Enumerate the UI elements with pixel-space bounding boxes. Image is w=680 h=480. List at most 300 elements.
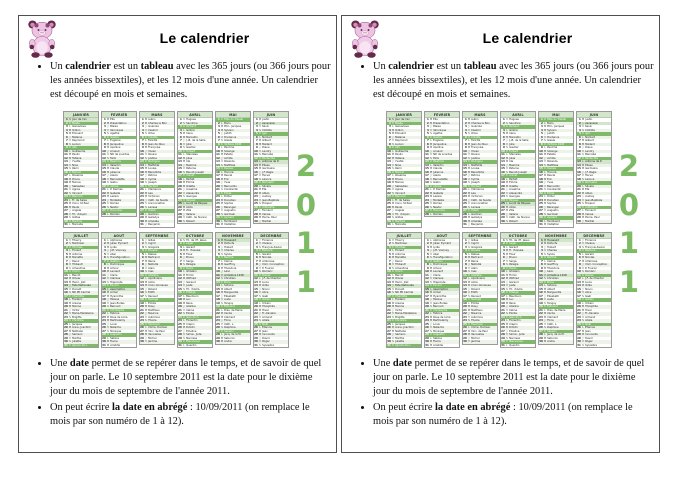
weekday-letter: D — [429, 333, 432, 336]
day-number: 24 — [254, 319, 258, 322]
weekday-letter: V — [69, 188, 71, 191]
month-header: MAI — [539, 112, 573, 118]
day-number: 16 — [102, 170, 106, 174]
weekday-letter: D — [106, 135, 109, 139]
day-number: 8 — [103, 263, 106, 266]
weekday-letter: J — [221, 245, 223, 249]
weekday-letter: L — [544, 284, 546, 287]
saint-name: Brigitte — [72, 315, 82, 319]
day-number: 26 — [254, 205, 258, 209]
weekday-letter: S — [430, 256, 432, 259]
weekday-letter: V — [145, 177, 147, 181]
weekday-letter: S — [468, 294, 470, 298]
weekday-letter: M — [581, 333, 585, 336]
day-number: 12 — [539, 277, 543, 280]
saint-name: Irène — [186, 132, 193, 135]
saint-name: Émeline — [509, 329, 520, 333]
text: : 10/09/2011 (on remplace le mois par son numéro de 1 à 12). — [50, 402, 310, 427]
day-row — [425, 213, 459, 217]
saint-name: Guénolé — [471, 125, 482, 128]
weekday-letter: M — [220, 266, 224, 270]
saint-name: Kévin — [262, 125, 270, 128]
weekday-letter: J — [183, 188, 185, 191]
weekday-letter: D — [182, 174, 185, 177]
day-number: 26 — [216, 205, 220, 209]
saint-name: Alix — [395, 146, 400, 149]
saint-name: Angèle — [72, 209, 82, 212]
month-column — [500, 111, 536, 224]
day-number: 27 — [425, 209, 429, 212]
weekday-letter: V — [392, 188, 394, 191]
weekday-letter: L — [392, 125, 394, 128]
weekday-letter: D — [543, 216, 546, 219]
weekday-letter: M — [391, 277, 395, 280]
saint-name: Anne, Joachim — [72, 326, 91, 329]
weekday-letter: M — [258, 333, 262, 336]
weekday-letter: V — [259, 291, 261, 294]
weekday-letter: M — [391, 156, 395, 160]
weekday-letter: D — [543, 191, 546, 195]
day-number: 13 — [501, 160, 505, 163]
day-number: 24 — [387, 319, 391, 322]
weekday-letter: D — [106, 209, 109, 212]
saint-name: Prisca — [395, 177, 403, 181]
weekday-letter: M — [106, 242, 110, 245]
saint-name: Modeste — [433, 198, 445, 202]
weekday-letter: S — [392, 118, 394, 121]
day-number: 27 — [501, 329, 505, 333]
saint-name: Rodrigue — [148, 160, 160, 163]
day-number: 24 — [501, 319, 505, 322]
day-number: 14 — [102, 163, 106, 167]
weekday-letter: M — [68, 202, 72, 205]
weekday-letter: S — [107, 305, 109, 308]
weekday-letter: L — [107, 139, 109, 142]
saint-name: Ingrid — [148, 242, 156, 245]
saint-name: Rose de Lima — [433, 315, 451, 319]
saint-name: Transfiguration — [433, 256, 453, 259]
saint-name: Fulbert — [509, 149, 519, 153]
weekday-letter: V — [221, 184, 223, 188]
day-number: 21 — [140, 188, 144, 191]
weekday-letter: J — [506, 188, 508, 191]
day-number: 21 — [501, 308, 505, 312]
weekday-letter: V — [582, 125, 584, 128]
day-number: 6 — [540, 135, 543, 139]
weekday-letter: M — [144, 305, 148, 308]
saint-name: Émilie — [148, 301, 157, 305]
day-number: 30 — [387, 340, 391, 343]
day-number: 17 — [539, 174, 543, 177]
saint-name: Ghislain — [509, 270, 520, 273]
weekday-letter: S — [544, 252, 546, 256]
saint-name: Tanguy — [547, 301, 557, 305]
saint-name: Émile — [224, 191, 232, 195]
day-number: 3 — [426, 245, 429, 249]
weekday-letter: L — [392, 322, 394, 326]
weekday-letter: V — [107, 277, 109, 280]
weekday-letter: J — [183, 163, 185, 167]
weekday-letter: M — [543, 128, 547, 132]
saint-name: Bernard — [110, 305, 121, 308]
day-number: 10 — [254, 270, 258, 273]
day-number: 24 — [577, 319, 581, 322]
day-row — [102, 213, 136, 217]
day-number: 30 — [254, 219, 258, 223]
day-number: 10 — [501, 149, 505, 153]
saint-name: Augustin — [110, 333, 122, 336]
saint-name: Davy — [148, 305, 155, 308]
saint-name: Norbert — [262, 135, 272, 139]
saint-name: Imm. Conception — [585, 263, 608, 266]
weekday-letter: V — [145, 340, 147, 343]
weekday-letter: J — [544, 156, 546, 160]
weekday-letter: J — [582, 287, 584, 291]
day-number: 9 — [179, 146, 182, 149]
weekday-letter: M — [467, 305, 471, 308]
day-number: 26 — [64, 205, 68, 209]
day-number: 16 — [577, 291, 581, 294]
weekday-letter: V — [544, 135, 546, 139]
saint-name: Alban — [585, 191, 593, 195]
month-header: JUIN — [577, 112, 611, 118]
saint-name: Benoît-Joseph — [509, 170, 528, 174]
weekday-letter: S — [392, 291, 394, 294]
day-number: 11 — [64, 153, 68, 156]
day-number: 28 — [140, 212, 144, 216]
saint-name: Lundi de Pâques — [509, 202, 531, 205]
saint-name: P. Damien — [110, 188, 123, 191]
month-header: FEVRIER — [425, 112, 459, 118]
saint-name: Urbain — [585, 301, 594, 305]
saint-name: Didier — [547, 195, 555, 198]
weekday-letter: V — [259, 125, 261, 128]
saint-name: Aymard — [547, 216, 557, 219]
day-number: 3 — [388, 245, 391, 249]
saint-name: Nina — [395, 163, 401, 167]
weekday-letter: S — [183, 238, 185, 242]
weekday-letter: D — [182, 315, 185, 319]
weekday-letter: S — [259, 270, 261, 273]
day-number: 23 — [216, 195, 220, 198]
saint-name: Antoine de P. — [585, 160, 602, 163]
weekday-letter: L — [221, 121, 223, 125]
day-number: 15 — [425, 287, 429, 291]
day-number: 3 — [217, 125, 220, 128]
day-number: 17 — [64, 294, 68, 298]
weekday-letter: D — [68, 343, 71, 347]
day-number: 7 — [502, 139, 505, 142]
day-number: 12 — [102, 156, 106, 160]
day-number: 9 — [103, 266, 106, 270]
day-number: 3 — [540, 245, 543, 249]
saint-name: Constantin — [224, 188, 239, 191]
saint-name: Jean — [262, 329, 268, 333]
day-number: 12 — [64, 156, 68, 160]
weekday-letter: V — [506, 216, 508, 219]
saint-name: Edmond — [547, 305, 558, 308]
saint-name: Bérenger — [224, 205, 237, 209]
saint-name: Valentin — [110, 163, 121, 167]
day-number: 1 — [179, 118, 182, 121]
day-number: 16 — [102, 291, 106, 294]
saint-name: Crépin — [509, 322, 518, 326]
saint-name: Marie-Madeleine — [395, 312, 417, 315]
day-number: 6 — [255, 256, 258, 259]
weekday-letter: D — [391, 319, 394, 322]
text: Une — [373, 358, 393, 369]
weekday-letter: M — [144, 167, 148, 170]
saint-name: Pélagie — [509, 263, 519, 266]
saint-name: Roland — [471, 287, 480, 291]
weekday-letter: L — [221, 259, 223, 263]
day-number: 24 — [254, 198, 258, 202]
saint-name: Clémence — [471, 188, 484, 191]
weekday-letter: S — [69, 118, 71, 121]
weekday-letter: J — [392, 333, 394, 336]
day-number: 28 — [178, 333, 182, 336]
saint-name: Th. d'Aquin — [72, 212, 87, 216]
weekday-letter: M — [182, 156, 186, 160]
weekday-letter: M — [106, 319, 110, 322]
saint-name: Mathilde — [471, 163, 483, 167]
saint-name: Solange — [547, 149, 558, 153]
saint-name: Boris — [224, 121, 231, 125]
month-header: SEPTEMBRE — [463, 233, 497, 239]
month-column — [253, 232, 289, 349]
saint-name: Adeline — [509, 305, 519, 308]
saint-name: Urbain — [262, 301, 271, 305]
day-number: 19 — [387, 181, 391, 184]
weekday-letter: S — [259, 245, 261, 249]
weekday-letter: M — [429, 294, 433, 298]
weekday-letter: V — [259, 174, 261, 177]
weekday-letter: D — [505, 266, 508, 270]
weekday-letter: D — [581, 322, 584, 326]
day-number: 1 — [141, 118, 144, 121]
saint-name: Pascal — [224, 174, 233, 177]
day-number: 13 — [577, 160, 581, 163]
saint-name: Patrice — [471, 174, 480, 177]
saint-name: Ella — [110, 118, 115, 121]
day-number: 26 — [387, 205, 391, 209]
weekday-letter: D — [543, 305, 546, 308]
month-header: SEPTEMBRE — [140, 233, 174, 239]
weekday-letter: S — [69, 216, 71, 219]
weekday-letter: L — [506, 343, 508, 347]
day-number: 27 — [577, 209, 581, 212]
weekday-letter: J — [259, 195, 261, 198]
day-number: 31 — [463, 223, 467, 226]
day-number: 14 — [425, 284, 429, 287]
saint-name: Victoire 1945 — [224, 142, 242, 146]
month-header: JANVIER — [64, 112, 98, 118]
weekday-letter: L — [506, 319, 508, 322]
day-number: 16 — [539, 291, 543, 294]
day-number: 30 — [64, 340, 68, 343]
day-number: 19 — [539, 181, 543, 184]
weekday-letter: V — [392, 287, 394, 291]
day-number: 25 — [387, 322, 391, 326]
weekday-letter: M — [182, 205, 186, 209]
weekday-letter: M — [429, 319, 433, 322]
saint-name: Évrard — [110, 284, 119, 287]
saint-name: Wilfried — [509, 277, 519, 280]
weekday-letter: L — [430, 139, 432, 142]
day-number: 14 — [216, 284, 220, 287]
day-number: 18 — [140, 298, 144, 301]
weekday-letter: J — [107, 322, 109, 326]
day-number: 11 — [463, 153, 467, 156]
day-number: 28 — [577, 333, 581, 336]
weekday-letter: V — [468, 128, 470, 132]
day-number: 4 — [179, 128, 182, 132]
day-number: 9 — [426, 266, 429, 270]
day-number: 7 — [540, 139, 543, 142]
weekday-letter: L — [582, 277, 584, 280]
weekday-letter: V — [430, 326, 432, 329]
saint-name: Mariette — [72, 256, 83, 259]
saint-name: Automne — [471, 315, 483, 319]
weekday-letter: J — [221, 270, 223, 273]
day-number: 28 — [539, 333, 543, 336]
day-number: 23 — [254, 195, 258, 198]
weekday-letter: V — [221, 160, 223, 163]
month-header: NOVEMBRE — [539, 233, 573, 239]
saint-name: Gildas — [72, 216, 81, 219]
day-number: 23 — [501, 315, 505, 319]
weekday-letter: M — [106, 270, 110, 273]
weekday-letter: J — [430, 149, 432, 153]
saint-name: Sylvestre — [585, 343, 598, 347]
saint-name: Luc — [186, 298, 191, 301]
weekday-letter: D — [467, 273, 470, 277]
weekday-letter: S — [221, 326, 223, 329]
day-number: 22 — [501, 191, 505, 195]
saint-name: Gérald — [262, 252, 271, 256]
day-number: 12 — [501, 277, 505, 280]
saint-name: Ninon — [585, 287, 593, 291]
day-number: 18 — [539, 177, 543, 181]
saint-name: Jules — [186, 156, 193, 160]
day-number: 15 — [102, 287, 106, 291]
day-number: 1 — [141, 238, 144, 242]
day-number: 28 — [463, 212, 467, 216]
saint-name: Sébastien — [72, 184, 85, 188]
saint-name: Adelphe — [471, 273, 482, 277]
day-number: 13 — [577, 280, 581, 284]
saint-name: Isidore — [509, 128, 518, 132]
month-header: JUILLET — [387, 233, 421, 239]
saint-name: Irène — [509, 132, 516, 135]
weekday-letter: V — [221, 249, 223, 252]
day-row — [140, 223, 174, 227]
weekday-letter: M — [106, 118, 110, 121]
weekday-letter: S — [392, 216, 394, 219]
saint-name: Vinc. de Paul — [471, 329, 488, 333]
weekday-letter: D — [505, 315, 508, 319]
weekday-letter: L — [468, 163, 470, 167]
weekday-letter: S — [506, 146, 508, 149]
weekday-letter: D — [543, 118, 546, 121]
saint-name: Léger — [186, 242, 194, 245]
saint-name: Dominique — [110, 263, 125, 266]
weekday-letter: M — [258, 142, 262, 146]
weekday-letter: M — [505, 184, 509, 188]
saint-name: Marguerite — [224, 291, 239, 294]
weekday-letter: J — [259, 219, 261, 223]
saint-name: Pentecôte — [585, 156, 599, 160]
saint-name: Irénée — [585, 212, 594, 216]
day-number: 29 — [387, 216, 391, 219]
day-number: 20 — [501, 184, 505, 188]
day-number: 21 — [387, 188, 391, 191]
day-number: 18 — [254, 177, 258, 181]
day-number: 15 — [501, 167, 505, 170]
saint-name: Antoine — [395, 252, 406, 256]
weekday-letter: S — [259, 177, 261, 181]
saint-name: Denise — [224, 167, 233, 170]
day-number: 15 — [254, 167, 258, 170]
bullet-item — [50, 401, 331, 429]
weekday-letter: L — [183, 245, 185, 249]
day-number: 22 — [425, 191, 429, 195]
day-number: 9 — [65, 146, 68, 149]
day-number: 24 — [178, 319, 182, 322]
weekday-letter: J — [221, 294, 223, 298]
saint-name: J.F. de Chantal — [262, 277, 281, 280]
day-number: 24 — [425, 319, 429, 322]
day-number: 22 — [254, 191, 258, 195]
day-number: 20 — [425, 305, 429, 308]
saint-name: Fr. d'Assise — [509, 249, 524, 252]
saint-name: Élisée — [262, 163, 270, 167]
saint-name: Lucien — [395, 142, 404, 146]
weekday-letter: J — [259, 287, 261, 291]
saint-name: Reine — [471, 259, 479, 263]
saint-name: Ferdinand — [547, 219, 560, 223]
day-number: 8 — [502, 142, 505, 146]
saint-name: Lucie — [262, 280, 269, 284]
saint-name: Gwladys — [471, 216, 483, 219]
day-number: 29 — [178, 216, 182, 219]
weekday-letter: V — [582, 340, 584, 343]
day-number: 16 — [501, 291, 505, 294]
weekday-letter: M — [220, 128, 224, 132]
day-number: 2 — [65, 242, 68, 245]
saint-name: Prisca — [72, 177, 80, 181]
weekday-letter: M — [144, 333, 148, 336]
weekday-letter: J — [582, 170, 584, 174]
saint-name: Marthe — [395, 336, 405, 340]
day-number: 4 — [426, 249, 429, 252]
day-row — [387, 223, 421, 227]
day-number: 9 — [578, 266, 581, 270]
saint-name: Hermann — [471, 322, 484, 326]
day-number: 31 — [64, 343, 68, 347]
day-number: 13 — [102, 280, 106, 284]
weekday-letter: M — [505, 160, 509, 163]
weekday-letter: M — [467, 280, 471, 284]
month-column — [462, 111, 498, 228]
weekday-letter: M — [220, 312, 224, 315]
weekday-letter: J — [183, 212, 185, 216]
saint-name: Habib — [148, 209, 156, 212]
weekday-letter: L — [259, 135, 261, 139]
saint-name: Vivien — [148, 149, 157, 153]
weekday-letter: V — [145, 315, 147, 319]
weekday-letter: L — [582, 252, 584, 256]
